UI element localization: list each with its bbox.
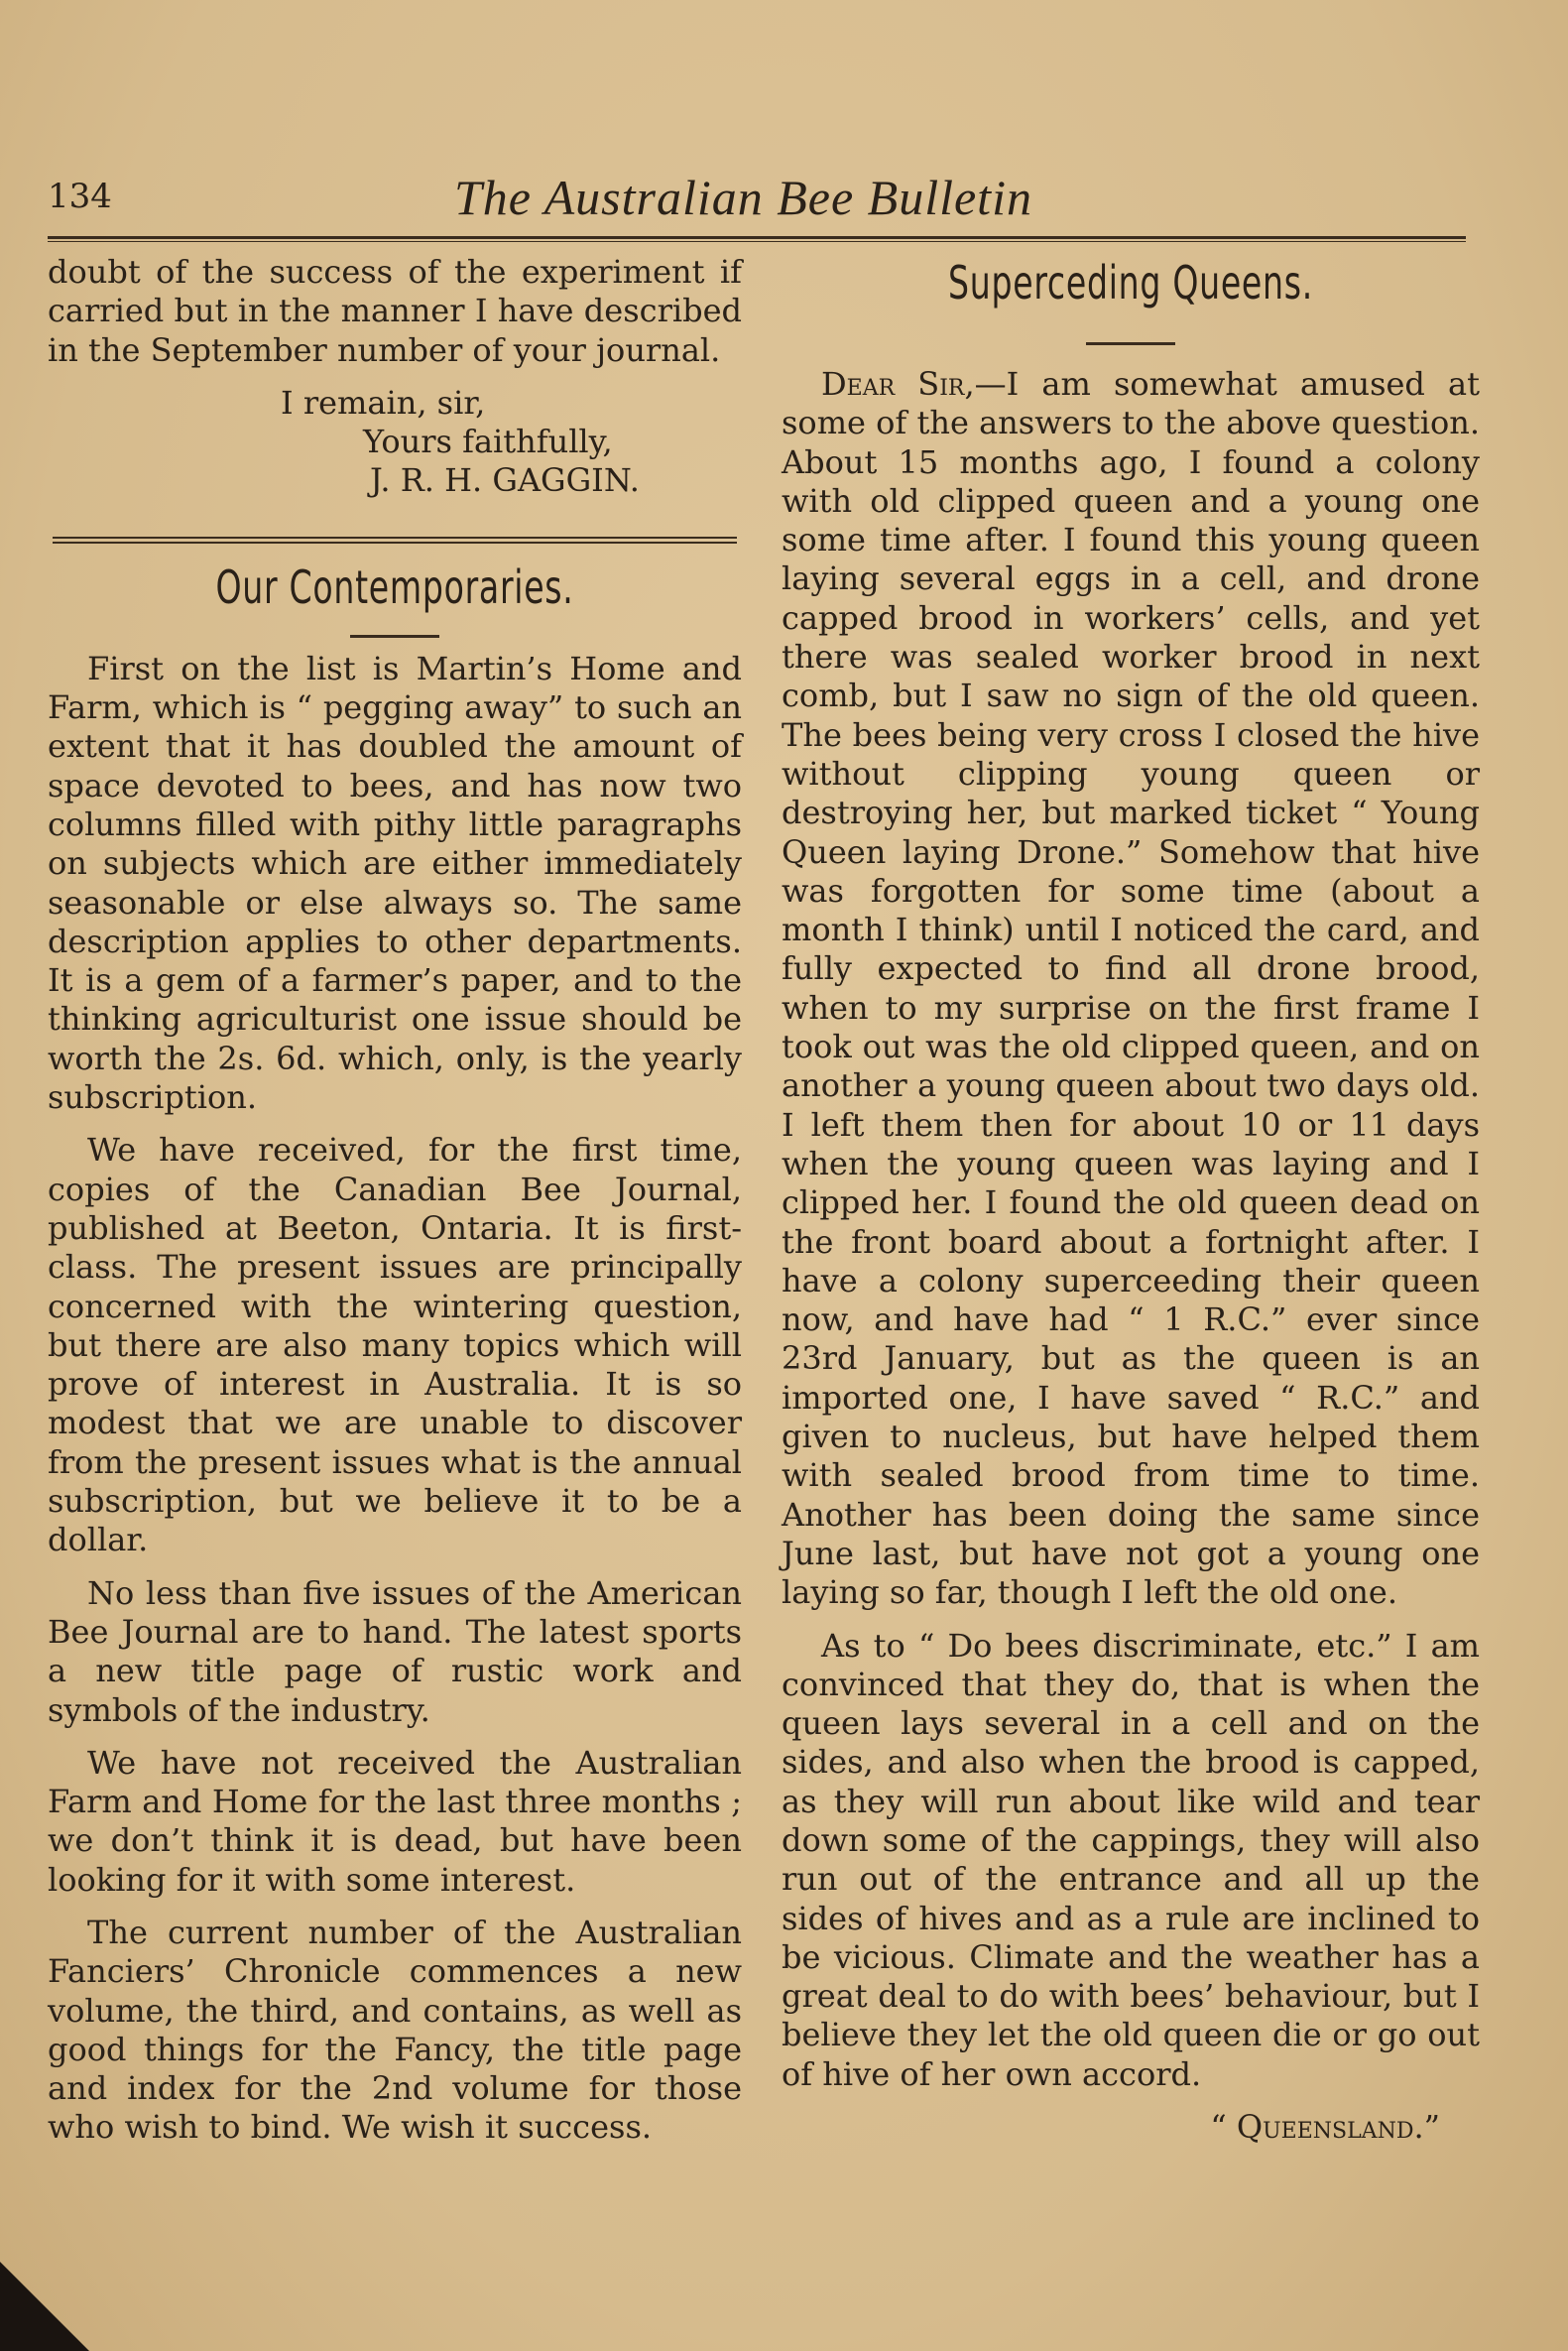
article-paragraph: We have not received the Australian Farm and Home for the last three months ; we don’t think it is dead, but have been looking for it with some interest. xyxy=(48,1743,742,1899)
author-signature: “ Queensland.” xyxy=(1210,2108,1440,2147)
section-title-contemporaries: Our Contemporaries. xyxy=(215,559,574,614)
article-paragraph: First on the list is Martin’s Home and Farm, which is “ pegging away” to such an extent that it has doubled the amount of space devoted to bees, and has now two columns filled with pithy little paragraphs on subjects which are either immediately seasonable or else always so. The same description applies to other departments. It is a gem of a farmer’s paper, and to the thinking agriculturist one issue should be worth the 2s. 6d. which, only, is the yearly subscription. xyxy=(48,649,742,1117)
signoff-line: Yours faithfully, xyxy=(363,423,613,461)
letter-signoff xyxy=(48,384,742,501)
salutation: Dear Sir, xyxy=(821,365,975,403)
page-number: 134 xyxy=(48,177,112,216)
title-rule xyxy=(350,635,439,638)
signoff-signature: J. R. H. GAGGIN. xyxy=(370,461,640,500)
section-title-queens: Superceding Queens. xyxy=(948,256,1313,309)
article-paragraph: We have received, for the first time, copies of the Canadian Bee Journal, published at Beeton, Ontaria. It is first-class. The present issues are principally concerned with the wintering question, but there are also many topics which will prove of interest in Australia. It is so modest that we are unable to discover from the present issues what is the annual subscription, but we believe it to be a dollar. xyxy=(48,1131,742,1559)
header-rule xyxy=(48,236,1466,242)
signoff-line: I remain, sir, xyxy=(281,383,486,422)
section-separator xyxy=(53,537,737,544)
article-paragraph: The current number of the Australian Fanciers’ Chronicle commences a new volume, the third, and contains, as well as good things for the Fancy, the title page and index for the 2nd volume for those who wish to bind. We wish it success. xyxy=(48,1913,742,2147)
continuation-text: doubt of the success of the experiment if carried but in the manner I have described in the September number of your journal. xyxy=(48,253,742,369)
title-rule xyxy=(1086,342,1175,345)
page-header xyxy=(48,169,1466,228)
article-paragraph xyxy=(782,365,1480,1613)
left-column xyxy=(48,253,742,2162)
right-column xyxy=(782,253,1480,2147)
running-title: The Australian Bee Bulletin xyxy=(454,170,1032,225)
paragraph-text: —I am somewhat amused at some of the answers to the above question. About 15 months ago, I found a colony with old clipped queen and a young one some time after. I found this young queen laying several eggs in a cell, and drone capped brood in workers’ cells, and yet there was sealed worker brood in next comb, but I saw no sign of the old queen. The bees being very cross I closed the hive without clipping young queen or destroying her, but marked ticket “ Young Queen laying Drone.” Somehow that hive was forgotten for some time (about a month I think) until I noticed the card, and fully expected to find all drone brood, when to my surprise on the first frame I took out was the old clipped queen, and on another a young queen about two days old. I left them then for about 10 or 11 days when the young queen was laying and I clipped her. I found the old queen dead on the front board about a fortnight after. I have a colony superceeding their queen now, and have had “ 1 R.C.” ever since 23rd January, but as the queen is an imported one, I have saved “ R.C.” and given to nucleus, but have helped them with sealed brood from time to time. Another has been doing the same since June last, but have not got a young one laying so far, though I left the old one. xyxy=(782,365,1480,1612)
page-corner-shadow xyxy=(0,2262,89,2351)
article-paragraph: No less than five issues of the American Bee Journal are to hand. The latest sports a new title page of rustic work and symbols of the industry. xyxy=(48,1573,742,1729)
article-paragraph: As to “ Do bees discriminate, etc.” I am convinced that they do, that is when the queen lays several in a cell and on the sides, and also when the brood is capped, as they will run about like wild and tear down some of the cappings, they will also run out of the entrance and all up the sides of hives and as a rule are inclined to be vicious. Climate and the weather has a great deal to do with bees’ behaviour, but I believe they let the old queen die or go out of hive of her own accord. xyxy=(782,1626,1480,2093)
